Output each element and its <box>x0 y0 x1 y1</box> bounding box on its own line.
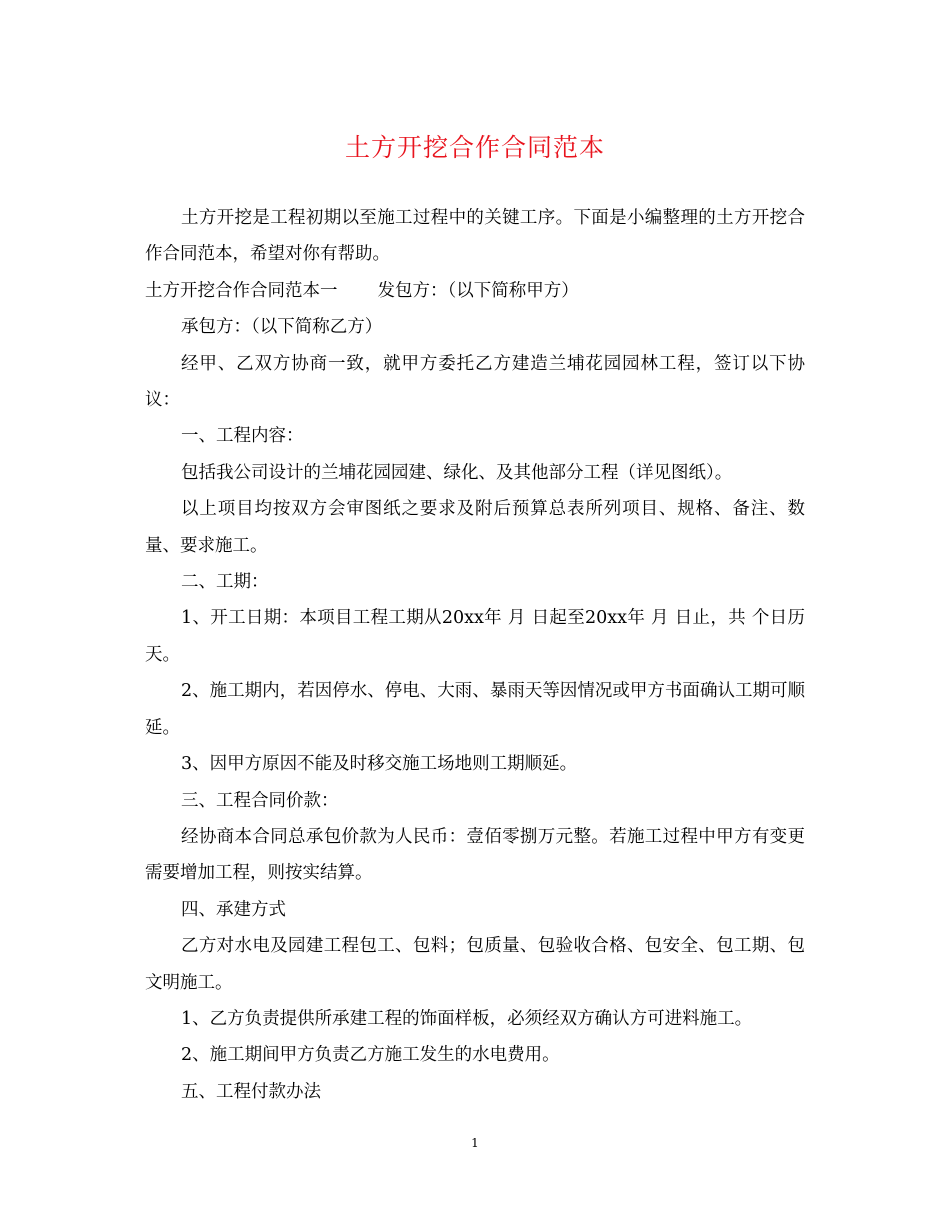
contractor-party-label: 承包方：（以下简称乙方） <box>181 317 383 338</box>
section-heading-payment: 五、工程付款办法 <box>181 1081 321 1102</box>
method-clause-2: 2、施工期间甲方负责乙方施工发生的水电费用。 <box>181 1045 560 1066</box>
schedule-clause-2: 2、施工期内，若因停水、停电、大雨、暴雨天等因情况或甲方书面确认工期可顺延。 <box>145 681 805 738</box>
document-title: 土方开挖合作合同范本 <box>344 133 605 162</box>
section-heading-price: 三、工程合同价款： <box>181 790 339 811</box>
scope-requirements-paragraph: 以上项目均按双方会审图纸之要求及附后预算总表所列项目、规格、备注、数量、要求施工。 <box>145 499 805 556</box>
page-number: 1 <box>471 1136 479 1150</box>
intro-paragraph: 土方开挖是工程初期以至施工过程中的关键工序。下面是小编整理的土方开挖合作合同范本，希望对你有帮助。 <box>145 208 805 265</box>
section-heading-method: 四、承建方式 <box>181 899 286 920</box>
method-clause-1: 1、乙方负责提供所承建工程的饰面样板，必须经双方确认方可进料施工。 <box>181 1008 753 1029</box>
contract-heading: 土方开挖合作合同范本一 <box>145 280 338 301</box>
section-heading-scope: 一、工程内容： <box>181 426 304 447</box>
contract-heading-line <box>145 273 805 309</box>
section-heading-schedule: 二、工期： <box>181 572 269 593</box>
client-party-label: 发包方：（以下简称甲方） <box>377 280 579 301</box>
document-body <box>145 200 805 1110</box>
schedule-clause-1: 1、开工日期：本项目工程工期从20xx年 月 日起至20xx年 月 日止，共 个日历天。 <box>145 608 805 665</box>
agreement-paragraph: 经甲、乙双方协商一致，就甲方委托乙方建造兰埔花园园林工程，签订以下协议： <box>145 353 805 411</box>
scope-paragraph: 包括我公司设计的兰埔花园园建、绿化、及其他部分工程（详见图纸）。 <box>181 462 733 483</box>
schedule-clause-3: 3、因甲方原因不能及时移交施工场地则工期顺延。 <box>181 754 578 775</box>
price-paragraph: 经协商本合同总承包价款为人民币：壹佰零捌万元整。若施工过程中甲方有变更需要增加工程，则按实结算。 <box>145 826 805 884</box>
method-paragraph: 乙方对水电及园建工程包工、包料；包质量、包验收合格、包安全、包工期、包文明施工。 <box>145 936 805 993</box>
